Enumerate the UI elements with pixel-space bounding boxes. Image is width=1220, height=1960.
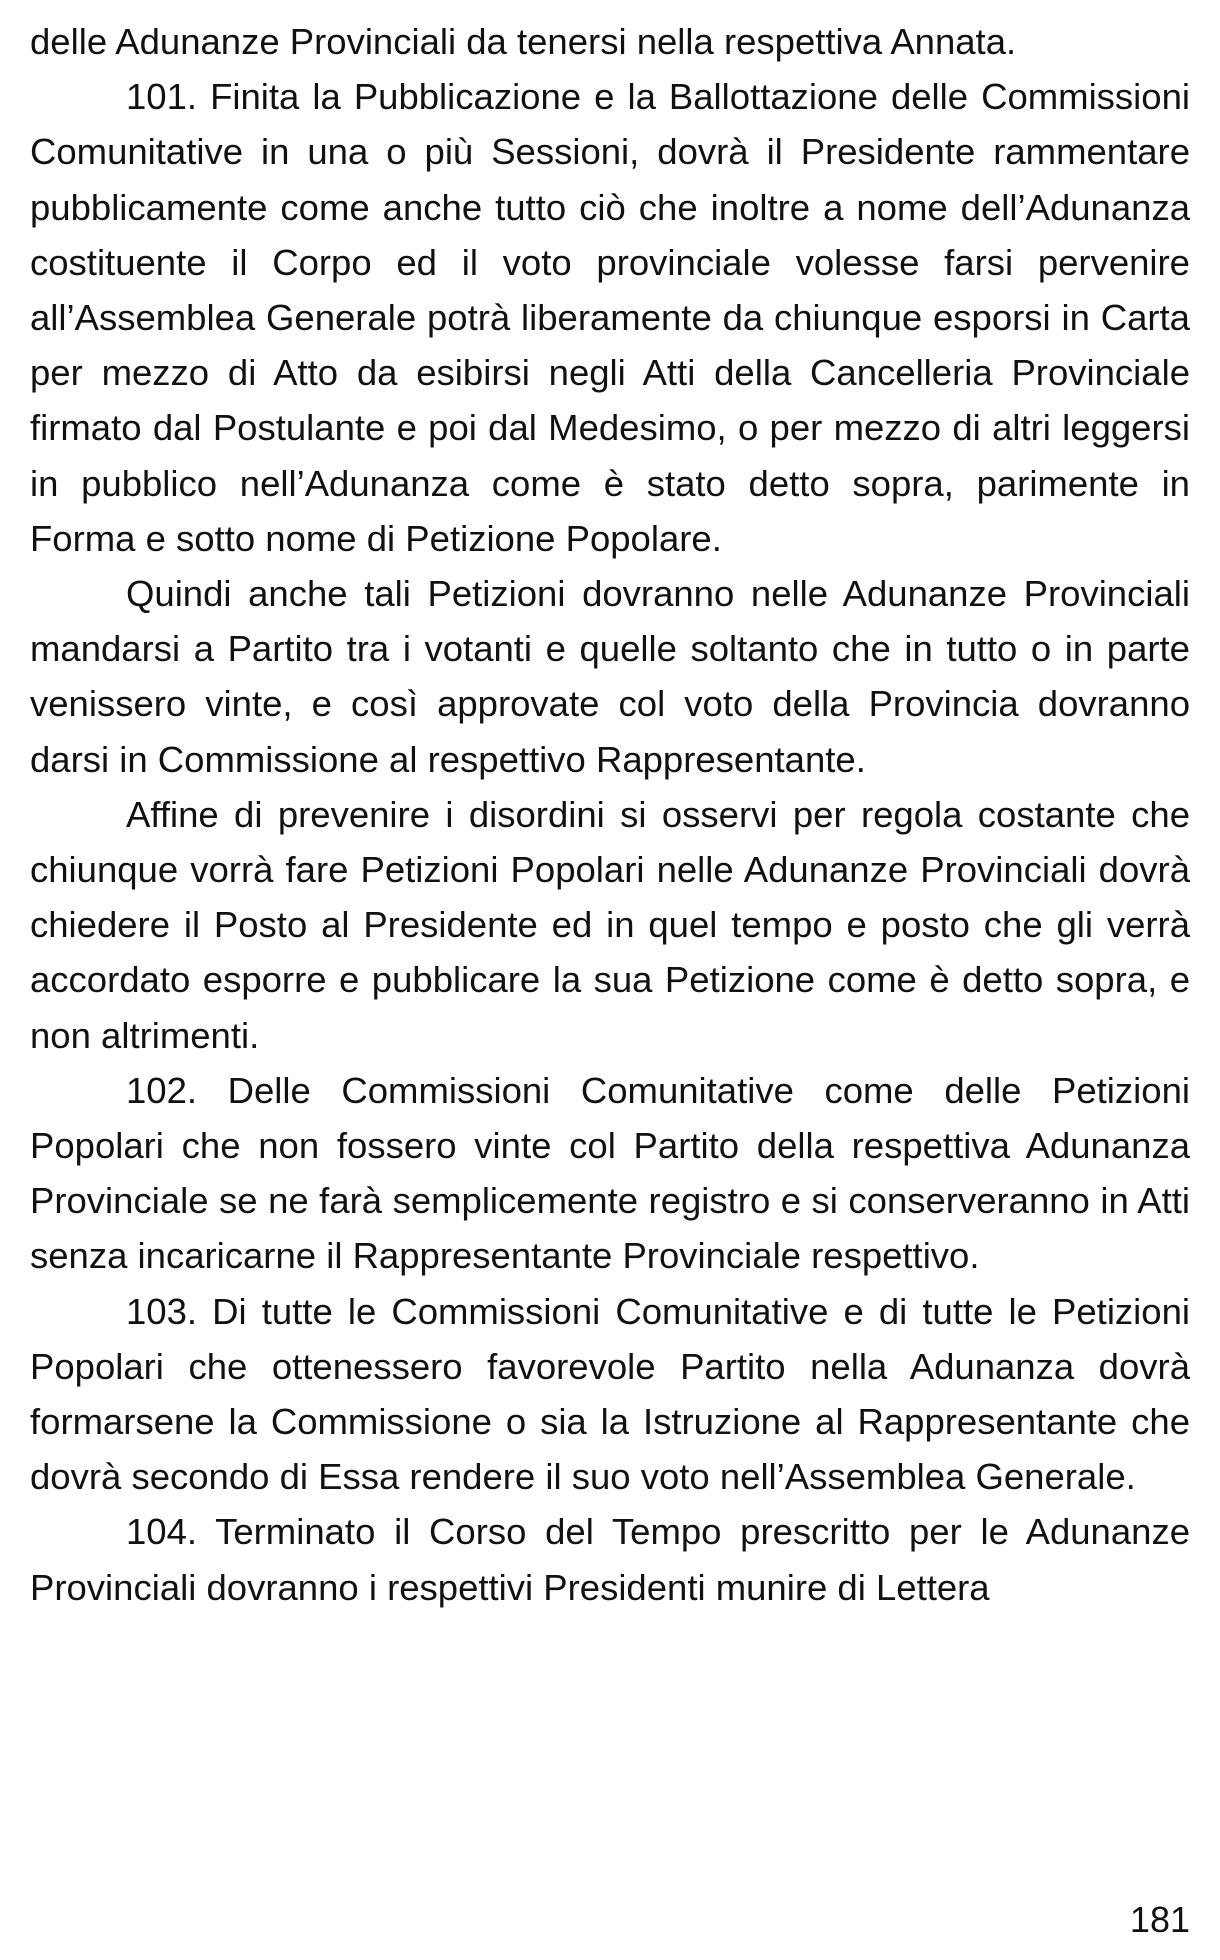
paragraph-101: 101. Finita la Pubblicazione e la Ballottazione delle Commissioni Comunitative in una o più Sessioni, dovrà il Presidente rammentare pubblicamente come anche tutto ciò che inoltre a nome dell’Adunanza costituente il Corpo ed il voto provinciale volesse farsi pervenire all’Assemblea Generale potrà liberamente da chiunque esporsi in Carta per mezzo di Atto da esibirsi negli Atti della Cancelleria Provinciale firmato dal Postulante e poi dal Medesimo, o per mezzo di altri leggersi in pubblico nell’Adunanza come è stato detto sopra, parimente in Forma e sotto nome di Petizione Popolare. <box>30 76 1190 559</box>
paragraph-continuation: delle Adunanze Provinciali da tenersi nella respettiva Annata. <box>30 21 1017 62</box>
document-page <box>30 14 1190 1615</box>
page-number: 181 <box>1129 1899 1190 1940</box>
paragraph-disordini: Affine di prevenire i disordini si osservi per regola costante che chiunque vorrà fare Petizioni Popolari nelle Adunanze Provinciali dovrà chiedere il Posto al Presidente ed in quel tempo e posto che gli verrà accordato esporre e pubblicare la sua Petizione come è detto sopra, e non altrimenti. <box>30 793 1190 1056</box>
paragraph-104: 104. Terminato il Corso del Tempo prescritto per le Adunanze Provinciali dovranno i respettivi Presidenti munire di Lettera <box>30 1511 1190 1608</box>
paragraph-103: 103. Di tutte le Commissioni Comunitative e di tutte le Petizioni Popolari che ottenessero favorevole Partito nella Adunanza dovrà formarsene la Commissione o sia la Istruzione al Rappresentante che dovrà secondo di Essa rendere il suo voto nell’Assemblea Generale. <box>30 1290 1190 1498</box>
paragraph-102: 102. Delle Commissioni Comunitative come delle Petizioni Popolari che non fossero vinte col Partito della respettiva Adunanza Provinciale se ne farà semplicemente registro e si conserveranno in Atti senza incaricarne il Rappresentante Provinciale respettivo. <box>30 1069 1190 1277</box>
paragraph-petizioni: Quindi anche tali Petizioni dovranno nelle Adunanze Provinciali mandarsi a Partito tra i votanti e quelle soltanto che in tutto o in parte venissero vinte, e così approvate col voto della Provincia dovranno darsi in Commissione al respettivo Rappresentante. <box>30 573 1190 780</box>
